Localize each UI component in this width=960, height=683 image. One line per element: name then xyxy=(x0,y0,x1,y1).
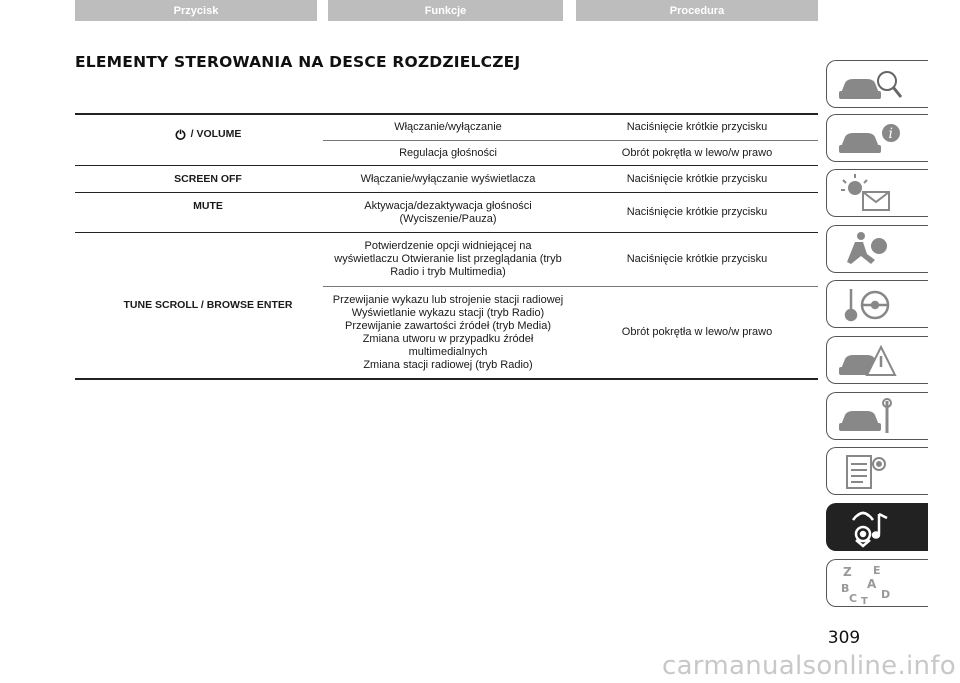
text-line: Przewijanie wykazu lub strojenie stacji radiowej xyxy=(332,293,564,306)
table-bottom-rule xyxy=(75,378,818,380)
svg-text:T: T xyxy=(861,596,868,606)
car-tools-icon xyxy=(833,395,923,439)
table-cell-function: Włączanie/wyłączanie xyxy=(394,120,502,133)
column-header-function: Funkcje xyxy=(328,0,563,21)
text-line: (Wyciszenie/Pauza) xyxy=(399,212,497,225)
side-tab-index[interactable] xyxy=(826,559,928,607)
text-line: Zmiana utworu w przypadku źródeł xyxy=(362,332,534,345)
text-line: Aktywacja/dezaktywacja głośności xyxy=(364,199,532,212)
text-line: Radio i tryb Multimedia) xyxy=(390,266,506,278)
column-header-procedure: Procedura xyxy=(576,0,818,21)
svg-text:D: D xyxy=(881,588,891,601)
watermark: carmanualsonline.info xyxy=(661,651,956,681)
table-cell-procedure: Obrót pokrętła w lewo/w prawo xyxy=(621,146,773,159)
text-line: Przewijanie zawartości źródeł (tryb Media) xyxy=(344,319,551,332)
side-tab-lights[interactable] xyxy=(826,169,928,217)
table-cell-function: Regulacja głośności xyxy=(399,146,497,159)
svg-text:i: i xyxy=(888,126,893,142)
text-line: Wyświetlanie wykazu stacji (tryb Radio) xyxy=(351,306,545,319)
text-line: wyświetlaczu Otwieranie list przeglądania (tryb xyxy=(334,253,562,265)
button-label: / VOLUME xyxy=(190,128,242,140)
alphabet-index-icon xyxy=(833,562,923,606)
table-cell-procedure: Naciśnięcie krótkie przycisku xyxy=(626,253,768,265)
side-tab-car-info[interactable] xyxy=(826,114,928,162)
text-line: Potwierdzenie opcji widniejącej na xyxy=(364,240,532,252)
table-cell-procedure: Naciśnięcie krótkie przycisku xyxy=(626,172,768,185)
side-tab-driving[interactable] xyxy=(826,280,928,328)
light-mail-icon xyxy=(833,172,923,216)
car-search-icon xyxy=(833,63,923,107)
side-tab-multimedia[interactable] xyxy=(826,503,928,551)
table-cell-button: TUNE SCROLL / BROWSE ENTER xyxy=(123,299,293,311)
car-warning-icon xyxy=(833,339,923,383)
text-line: Zmiana stacji radiowej (tryb Radio) xyxy=(363,358,533,371)
svg-text:B: B xyxy=(841,582,850,595)
table-cell-procedure: Obrót pokrętła w lewo/w prawo xyxy=(621,326,773,338)
table-cell-button: MUTE xyxy=(193,200,223,212)
svg-text:A: A xyxy=(867,577,877,591)
side-tab-maintenance[interactable] xyxy=(826,392,928,440)
side-tab-safety[interactable] xyxy=(826,225,928,273)
wrench-wheel-icon xyxy=(833,283,923,327)
multimedia-icon xyxy=(833,506,923,550)
svg-text:E: E xyxy=(873,564,881,577)
column-header-button: Przycisk xyxy=(75,0,317,21)
table-cell-function xyxy=(323,193,573,232)
side-tab-car-search[interactable] xyxy=(826,60,928,108)
page-number: 309 xyxy=(827,628,861,648)
power-icon xyxy=(175,129,186,140)
car-info-icon xyxy=(833,117,923,161)
page-title: ELEMENTY STEROWANIA NA DESCE ROZDZIELCZEJ xyxy=(75,53,521,71)
svg-text:Z: Z xyxy=(843,565,852,579)
table-cell-function: Włączanie/wyłączanie wyświetlacza xyxy=(360,172,536,185)
table-cell-function xyxy=(323,233,573,286)
airbag-seat-icon xyxy=(833,228,923,272)
table-cell-button: SCREEN OFF xyxy=(174,172,242,185)
svg-text:C: C xyxy=(849,592,858,605)
table-cell-function xyxy=(323,287,573,378)
table-cell-button xyxy=(75,128,341,141)
table-cell-procedure: Naciśnięcie krótkie przycisku xyxy=(626,206,768,218)
side-tab-emergency[interactable] xyxy=(826,336,928,384)
text-line: multimedialnych xyxy=(408,345,488,358)
table-cell-procedure: Naciśnięcie krótkie przycisku xyxy=(626,120,768,133)
document-gear-icon xyxy=(833,450,923,494)
side-tab-technical-data[interactable] xyxy=(826,447,928,495)
